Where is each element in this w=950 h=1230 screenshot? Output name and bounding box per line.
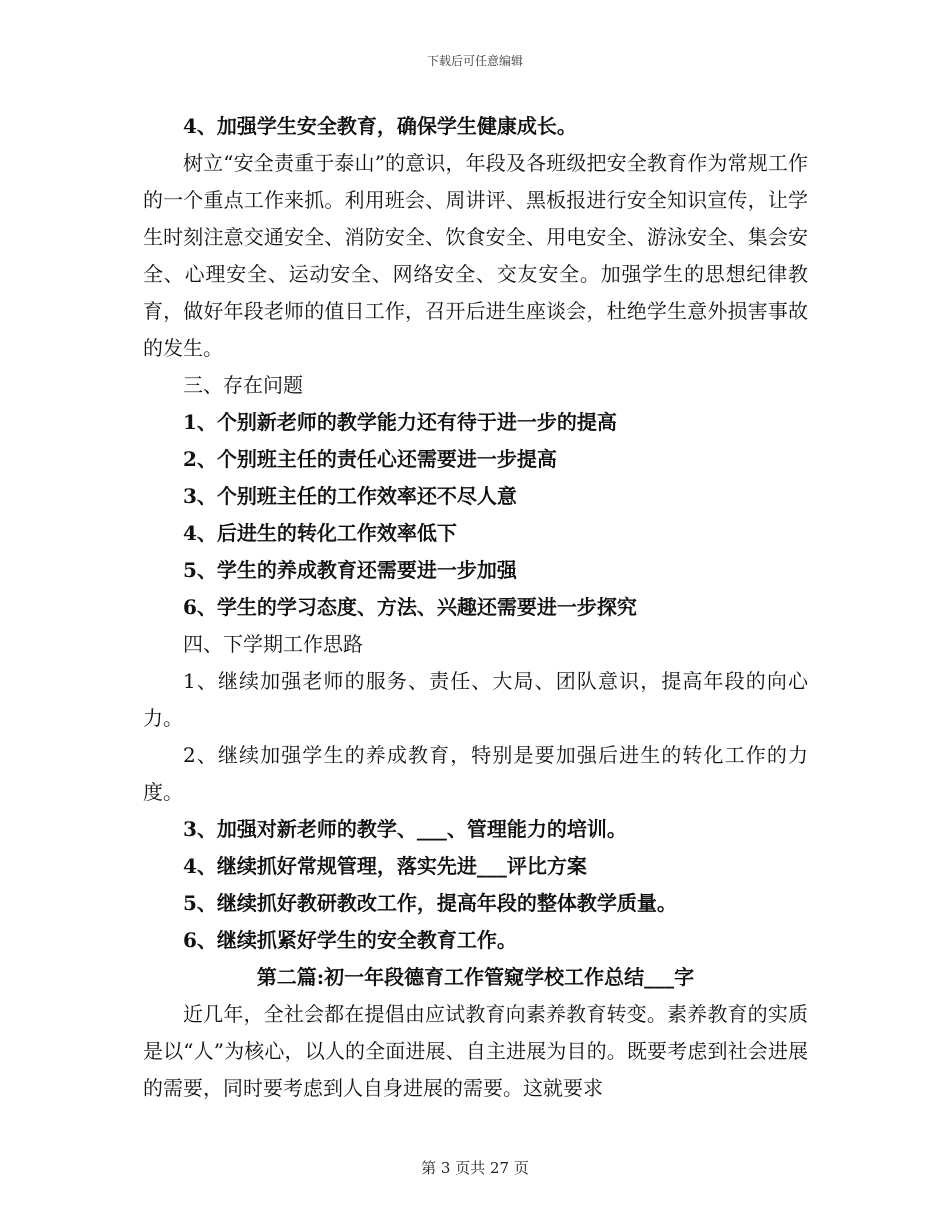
page-header: 下载后可任意编辑 bbox=[426, 54, 523, 68]
problem-item-3: 3、个别班主任的工作效率还不尽人意 bbox=[183, 484, 517, 508]
problem-item-5: 5、学生的养成教育还需要进一步加强 bbox=[183, 558, 517, 582]
second-article-intro: 近几年，全社会都在提倡由应试教育向素养教育转变。素养教育的实质是以“人”为核心，以人的全面进展、自主进展为目的。既要考虑到社会进展的需要，同时要考虑到人自身进展的需要。这就要求 bbox=[143, 1002, 808, 1100]
safety-education-paragraph: 树立“安全责重于泰山”的意识，年段及各班级把安全教育作为常规工作的一个重点工作来抓。利用班会、周讲评、黑板报进行安全知识宣传，让学生时刻注意交通安全、消防安全、饮食安全、用电安全、游泳安全、集会安全、心理安全、运动安全、网络安全、交友安全。加强学生的思想纪律教育，做好年段老师的值日工作，召开后进生座谈会，杜绝学生意外损害事故的发生。 bbox=[143, 151, 808, 360]
plan-item-1: 1、继续加强老师的服务、责任、大局、团队意识，提高年段的向心力。 bbox=[143, 669, 808, 730]
problem-item-2: 2、个别班主任的责任心还需要进一步提高 bbox=[183, 447, 557, 471]
plan-item-3: 3、加强对新老师的教学、___、管理能力的培训。 bbox=[183, 817, 627, 841]
plan-item-6: 6、继续抓紧好学生的安全教育工作。 bbox=[183, 928, 517, 952]
section-heading-next-semester: 四、下学期工作思路 bbox=[183, 632, 363, 656]
problem-item-1: 1、个别新老师的教学能力还有待于进一步的提高 bbox=[183, 410, 617, 434]
problem-item-6: 6、学生的学习态度、方法、兴趣还需要进一步探究 bbox=[183, 595, 637, 619]
plan-item-2: 2、继续加强学生的养成教育，特别是要加强后进生的转化工作的力度。 bbox=[143, 743, 808, 804]
plan-item-4: 4、继续抓好常规管理，落实先进___评比方案 bbox=[183, 854, 587, 878]
second-article-title: 第二篇:初一年段德育工作管窥学校工作总结___字 bbox=[256, 965, 695, 989]
document-body bbox=[143, 108, 808, 1107]
section-heading-problems: 三、存在问题 bbox=[183, 373, 303, 397]
page-footer: 第 3 页共 27 页 bbox=[421, 1159, 529, 1177]
problem-item-4: 4、后进生的转化工作效率低下 bbox=[183, 521, 457, 545]
plan-item-5: 5、继续抓好教研教改工作，提高年段的整体教学质量。 bbox=[183, 891, 677, 915]
item-4-safety-education: 4、加强学生安全教育，确保学生健康成长。 bbox=[183, 114, 577, 138]
